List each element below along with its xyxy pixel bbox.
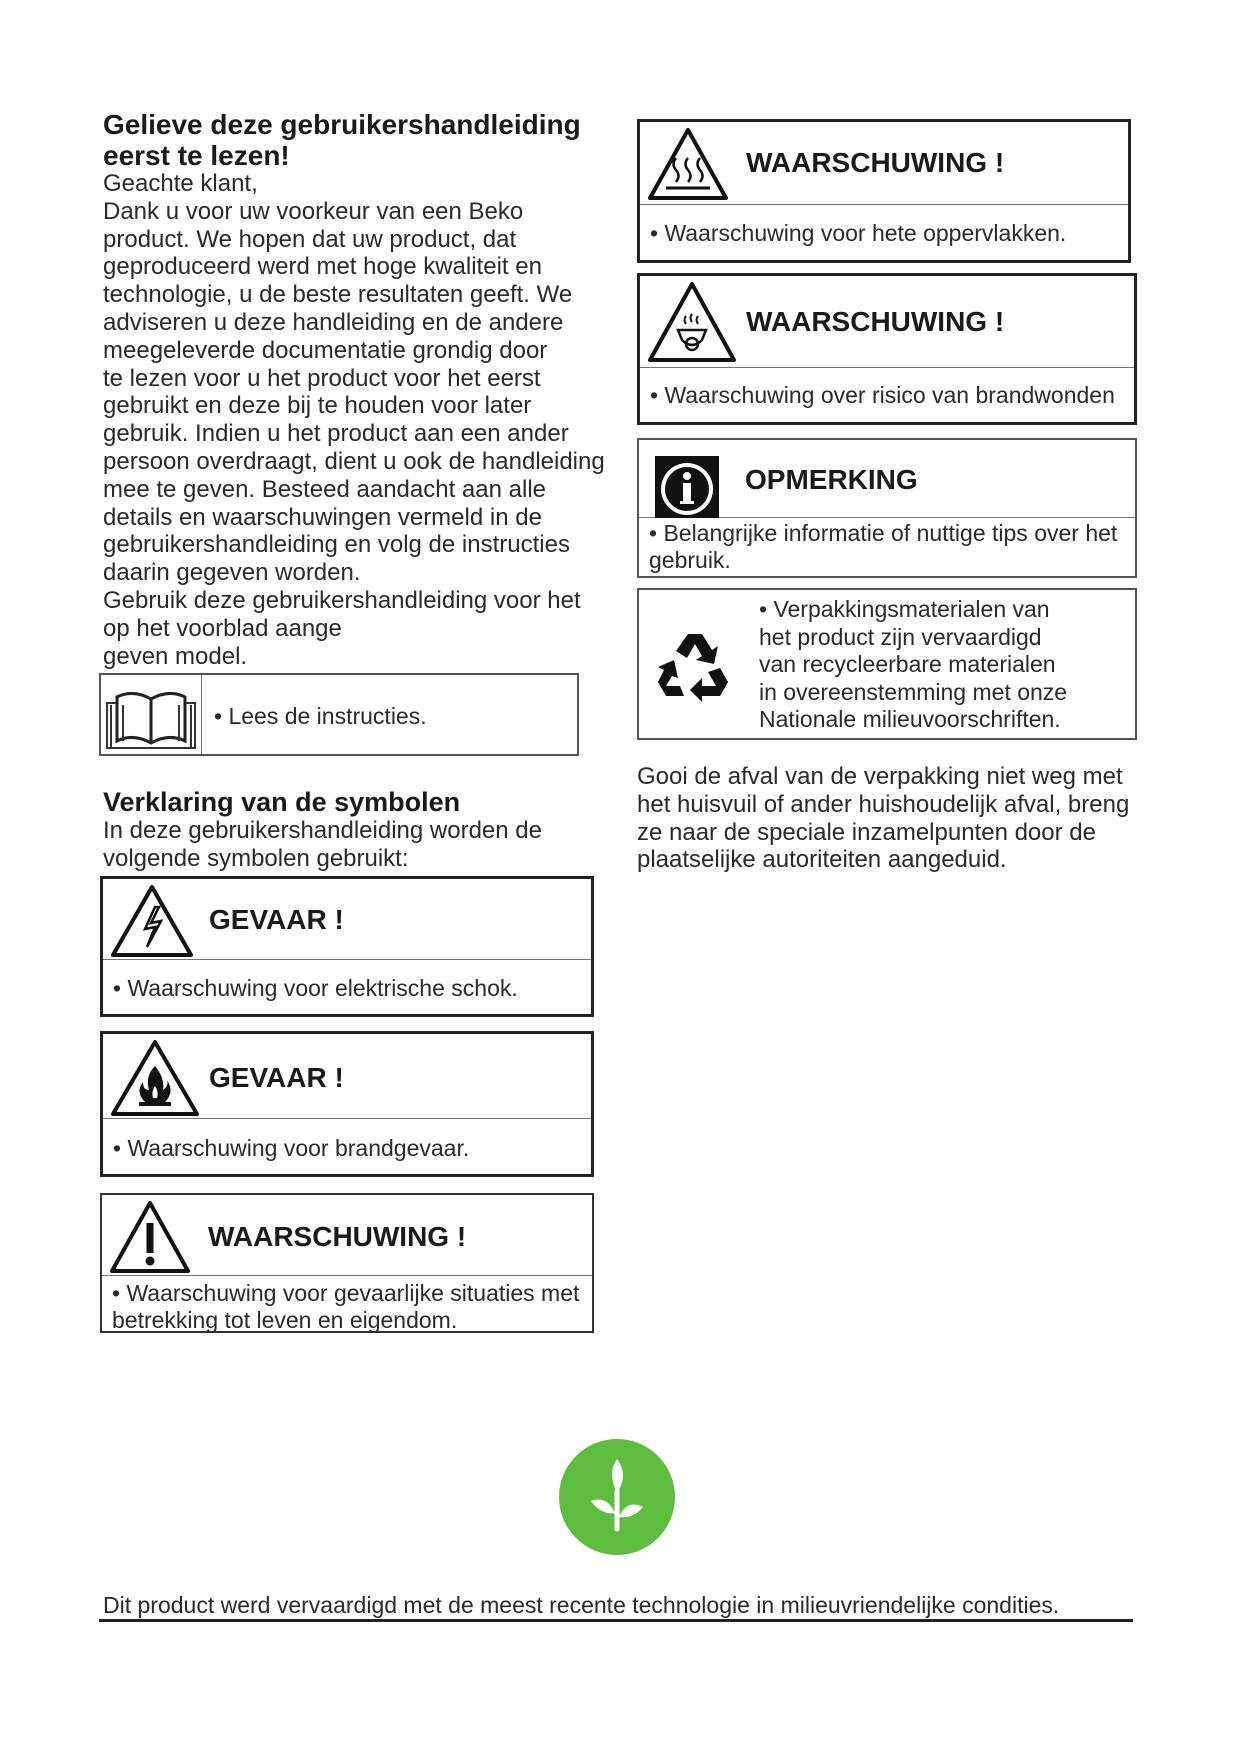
recycle-line: van recycleerbare materialen (759, 651, 1056, 677)
intro-line: mee te geven. Besteed aandacht aan alle (103, 475, 546, 503)
warning-title: WAARSCHUWING ! (746, 306, 1005, 337)
intro-line: technologie, u de beste resultaten geeft. We (103, 281, 573, 309)
burn-risk-icon (646, 280, 738, 364)
warning-title: GEVAAR ! (209, 904, 344, 935)
recycle-line: het product zijn vervaardigd (759, 623, 1042, 650)
warning-desc-line: betrekking tot leven en eigendom. (112, 1307, 458, 1333)
disposal-line: ze naar de speciale inzamelpunten door de (637, 818, 1096, 846)
eco-leaf-icon (557, 1437, 677, 1557)
recycle-line: • Verpakkingsmaterialen van (759, 596, 1050, 622)
intro-line: gebruikt en deze bij te houden voor later (103, 392, 532, 420)
symbols-intro (103, 817, 542, 873)
intro-line: Dank u voor uw voorkeur van een Beko (103, 197, 524, 225)
hot-surface-icon (646, 126, 730, 202)
fire-icon (109, 1038, 201, 1118)
recycle-text (759, 596, 1067, 734)
electric-shock-icon (109, 883, 195, 959)
intro-line: Geachte klant, (103, 170, 258, 197)
intro-line: Gebruik deze gebruikershandleiding voor het (103, 586, 581, 614)
intro-line: te lezen voor u het product voor het eerst (103, 364, 541, 392)
exclamation-icon (108, 1199, 192, 1275)
note-title: OPMERKING (745, 464, 918, 495)
disposal-text (637, 763, 1157, 874)
intro-line: gebruikershandleiding en volg de instructies (103, 531, 570, 559)
warning-desc: • Waarschuwing voor elektrische schok. (113, 975, 518, 1001)
intro-line: details en waarschuwingen vermeld in de (103, 503, 542, 531)
intro-line: gebruik. Indien u het product aan een ander (103, 420, 569, 448)
disposal-line: Gooi de afval van de verpakking niet weg met (637, 763, 1123, 790)
footer-divider (99, 1619, 1133, 1622)
info-icon (655, 456, 719, 518)
warning-box-general (100, 1193, 594, 1333)
recycle-box (637, 588, 1137, 740)
warning-desc: • Waarschuwing voor hete oppervlakken. (650, 220, 1067, 246)
disposal-line: plaatselijke autoriteiten aangeduid. (637, 846, 1007, 874)
warning-desc: • Waarschuwing over risico van brandwonden (650, 382, 1115, 408)
intro-line: persoon overdraagt, dient u ook de handleiding (103, 447, 605, 475)
symbols-heading: Verklaring van de symbolen (103, 787, 461, 817)
footer-text: Dit product werd vervaardigd met de meest recente technologie in milieuvriendelijke condities. (103, 1592, 1060, 1618)
warning-desc: • Waarschuwing voor brandgevaar. (113, 1135, 470, 1161)
intro-line: meegeleverde documentatie grondig door (103, 336, 548, 364)
intro-line: op het voorblad aange (103, 614, 342, 642)
intro-line: adviseren u deze handleiding en de andere (103, 308, 564, 336)
warning-box-electric (100, 876, 594, 1017)
recycle-icon (654, 630, 736, 706)
note-desc-line: • Belangrijke informatie of nuttige tips over het (649, 520, 1118, 546)
recycle-line: in overeenstemming met onze (759, 678, 1068, 705)
book-icon (101, 675, 202, 754)
warning-desc (112, 1280, 579, 1334)
intro-heading-line2: eerst te lezen! (103, 140, 290, 171)
note-desc-line: gebruik. (649, 547, 731, 573)
warning-title: WAARSCHUWING ! (208, 1221, 467, 1252)
intro-heading-line1: Gelieve deze gebruikershandleiding (103, 109, 581, 140)
read-instructions-box (99, 673, 579, 756)
symbols-intro-line: In deze gebruikershandleiding worden de (103, 817, 542, 844)
warning-title: GEVAAR ! (209, 1062, 344, 1093)
intro-line: geproduceerd werd met hoge kwaliteit en (103, 253, 542, 281)
warning-title: WAARSCHUWING ! (746, 147, 1005, 178)
disposal-line: het huisvuil of ander huishoudelijk afval, breng (637, 790, 1130, 818)
intro-line: product. We hopen dat uw product, dat (103, 225, 517, 253)
warning-box-burn (637, 273, 1137, 425)
recycle-line: Nationale milieuvoorschriften. (759, 706, 1061, 732)
note-box (637, 438, 1137, 578)
warning-desc-line: • Waarschuwing voor gevaarlijke situaties met (112, 1280, 580, 1306)
symbols-intro-line: volgende symbolen gebruikt: (103, 844, 409, 872)
intro-heading (103, 109, 581, 171)
intro-text (103, 170, 623, 670)
warning-box-hot-surface (637, 119, 1131, 263)
note-desc (649, 520, 1117, 574)
warning-box-fire (100, 1031, 594, 1177)
read-instructions-text: • Lees de instructies. (214, 703, 427, 729)
intro-line: geven model. (103, 642, 248, 670)
intro-line: daarin gegeven worden. (103, 559, 361, 587)
